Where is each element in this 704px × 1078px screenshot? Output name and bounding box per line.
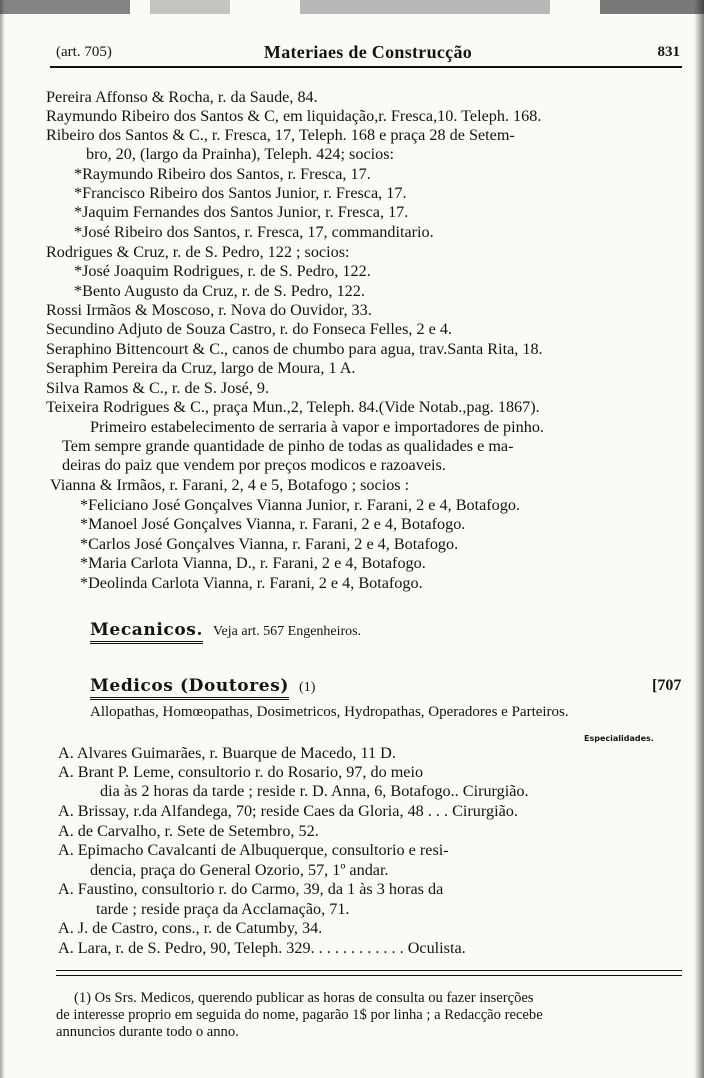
footnote-line: (1) Os Srs. Medicos, querendo publicar as horas de consulta ou fazer inserções <box>74 990 534 1006</box>
entry-line: Raymundo Ribeiro dos Santos & C, em liquidação,r. Fresca,10. Teleph. 168. <box>46 107 542 125</box>
entry-line: *Bento Augusto da Cruz, r. de S. Pedro, 122. <box>74 282 365 300</box>
scan-noise <box>150 0 230 14</box>
entry-line: *Maria Carlota Vianna, D., r. Farani, 2 e 4, Botafogo. <box>80 554 426 572</box>
entry-line: Tem sempre grande quantidade de pinho de todas as qualidades e ma- <box>62 437 514 455</box>
doctor-entry: A. Epimacho Cavalcanti de Albuquerque, consultorio e resi- <box>58 841 449 859</box>
scan-noise <box>600 0 704 14</box>
entry-line: *Raymundo Ribeiro dos Santos, r. Fresca, 17. <box>74 165 371 183</box>
entry-line: Vianna & Irmãos, r. Farani, 2, 4 e 5, Botafogo ; socios : <box>50 476 410 494</box>
doctor-entry: A. J. de Castro, cons., r. de Catumby, 34. <box>58 919 323 937</box>
section-crossref: Veja art. 567 Engenheiros. <box>213 624 362 639</box>
entry-line: Primeiro estabelecimento de serraria à vapor e importadores de pinho. <box>90 418 544 436</box>
footnote-line: annuncios durante todo o anno. <box>56 1024 239 1040</box>
section-medicos <box>90 676 315 696</box>
entry-line: deiras do paiz que vendem por preços modicos e razoaveis. <box>62 456 446 474</box>
entry-line: *Manoel José Gonçalves Vianna, r. Farani, 2 e 4, Botafogo. <box>80 515 466 533</box>
entry-line: Secundino Adjuto de Souza Castro, r. do Fonseca Felles, 2 e 4. <box>46 320 452 338</box>
section-mecanicos <box>90 620 361 640</box>
entry-line: *Feliciano José Gonçalves Vianna Junior, r. Farani, 2 e 4, Botafogo. <box>80 496 521 514</box>
entry-line: *Deolinda Carlota Vianna, r. Farani, 2 e 4, Botafogo. <box>80 574 423 592</box>
entry-line: Ribeiro dos Santos & C., r. Fresca, 17, Teleph. 168 e praça 28 de Setem- <box>46 126 515 144</box>
doctor-entry: A. de Carvalho, r. Sete de Setembro, 52. <box>58 822 319 840</box>
footnote-marker: (1) <box>299 680 316 695</box>
entry-line: Teixeira Rodrigues & C., praça Mun.,2, Teleph. 84.(Vide Notab.,pag. 1867). <box>46 398 540 416</box>
entry-line: *José Ribeiro dos Santos, r. Fresca, 17, commanditario. <box>74 223 434 241</box>
page-edge-shadow-left <box>0 0 5 1078</box>
running-header <box>56 44 680 64</box>
doctor-entry: A. Lara, r. de S. Pedro, 90, Teleph. 329. . . . . . . . . . . . Oculista. <box>58 939 466 957</box>
doctor-entry: dia às 2 horas da tarde ; reside r. D. Anna, 6, Botafogo.. Cirurgião. <box>100 782 529 800</box>
page-edge-shadow-right <box>694 0 704 1078</box>
section-subtitle: Allopathas, Homœopathas, Dosimetricos, Hydropathas, Operadores e Parteiros. <box>90 704 569 720</box>
entry-line: Seraphim Pereira da Cruz, largo de Moura, 1 A. <box>46 359 356 377</box>
entry-line: bro, 20, (largo da Prainha), Teleph. 424; socios: <box>86 145 395 163</box>
entry-line: Silva Ramos & C., r. de S. José, 9. <box>46 379 270 397</box>
entry-line: Rossi Irmãos & Moscoso, r. Nova do Ouvidor, 33. <box>46 301 372 319</box>
doctor-entry: A. Alvares Guimarães, r. Buarque de Macedo, 11 D. <box>58 744 396 762</box>
doctor-entry: A. Brant P. Leme, consultorio r. do Rosario, 97, do meio <box>58 763 424 781</box>
footnote <box>56 990 684 1041</box>
footnote-line: de interesse proprio em seguida do nome, pagarão 1$ por linha ; a Redacção recebe <box>56 1007 543 1023</box>
article-ref: (art. 705) <box>56 44 112 60</box>
page-number: 831 <box>657 44 680 60</box>
entry-line: *Jaquim Fernandes dos Santos Junior, r. Fresca, 17. <box>74 203 409 221</box>
entry-line: Rodrigues & Cruz, r. de S. Pedro, 122 ; socios: <box>46 243 350 261</box>
running-title: Materiaes de Construcção <box>263 42 473 62</box>
scan-noise <box>300 0 550 14</box>
entry-line: *José Joaquim Rodrigues, r. de S. Pedro, 122. <box>74 262 371 280</box>
footnote-rule <box>56 975 682 976</box>
scan-noise <box>0 0 130 14</box>
specialties-label: Especialidades. <box>584 734 654 743</box>
entry-line: *Francisco Ribeiro dos Santos Junior, r. Fresca, 17. <box>74 184 407 202</box>
section-title: Medicos (Doutores) <box>90 676 289 700</box>
article-number: [707 <box>652 677 682 694</box>
footnote-rule <box>56 970 682 971</box>
doctor-entry: tarde ; reside praça da Acclamação, 71. <box>96 900 350 918</box>
entry-line: Seraphino Bittencourt & C., canos de chumbo para agua, trav.Santa Rita, 18. <box>46 340 543 358</box>
header-rule <box>50 66 682 68</box>
section-title: Mecanicos. <box>90 620 203 644</box>
doctor-entry: dencia, praça do General Ozorio, 57, 1º andar. <box>90 861 389 879</box>
entry-line: *Carlos José Gonçalves Vianna, r. Farani, 2 e 4, Botafogo. <box>80 535 459 553</box>
entry-line: Pereira Affonso & Rocha, r. da Saude, 84. <box>46 88 318 106</box>
doctor-entry: A. Faustino, consultorio r. do Carmo, 39, da 1 às 3 horas da <box>58 880 444 898</box>
doctor-entry: A. Brissay, r.da Alfandega, 70; reside Caes da Gloria, 48 . . . Cirurgião. <box>58 802 518 820</box>
